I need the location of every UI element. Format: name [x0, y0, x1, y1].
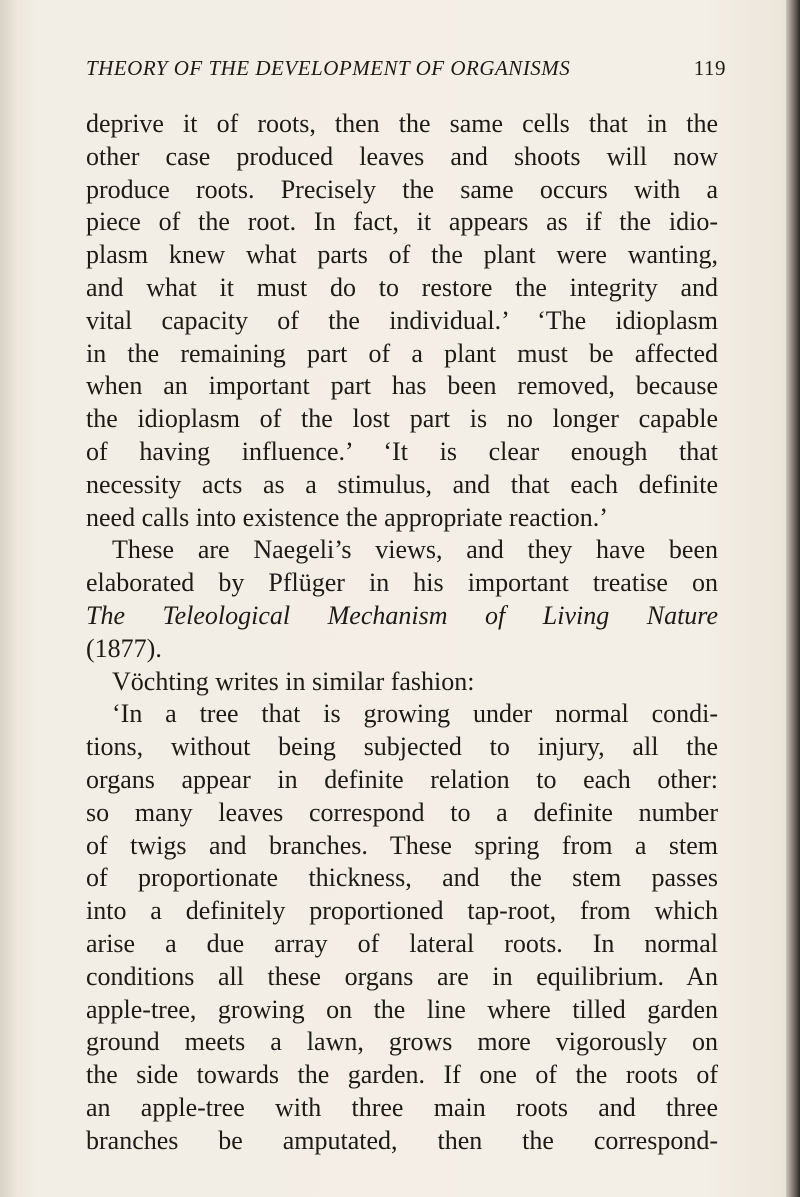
text-line: necessity acts as a stimulus, and that each definite — [86, 469, 718, 499]
text-line: apple-tree, growing on the line where tilled garden — [86, 994, 718, 1024]
text-line: in the remaining part of a plant must be affected — [86, 338, 718, 368]
book-title-line: The Teleological Mechanism of Living Nature — [86, 600, 718, 630]
running-head — [86, 56, 726, 81]
page-number: 119 — [693, 56, 726, 80]
page-gutter-shadow — [0, 0, 18, 1197]
text-line: when an important part has been removed, because — [86, 371, 718, 401]
text-line: ‘In a tree that is growing under normal condi- — [112, 699, 718, 729]
text-line: the idioplasm of the lost part is no longer capable — [86, 404, 718, 434]
page-edge — [786, 0, 800, 1197]
text-line: plasm knew what parts of the plant were wanting, — [86, 240, 718, 270]
text-line: These are Naegeli’s views, and they have been — [112, 535, 718, 565]
text-line: need calls into existence the appropriate reaction.’ — [86, 502, 608, 532]
text-line: vital capacity of the individual.’ ‘The idioplasm — [86, 305, 718, 335]
text-line: an apple-tree with three main roots and three — [86, 1092, 718, 1122]
text-line: organs appear in definite relation to each other: — [86, 764, 718, 794]
text-line: of twigs and branches. These spring from a stem — [86, 830, 718, 860]
text-line: the side towards the garden. If one of the roots of — [86, 1060, 718, 1090]
text-line: conditions all these organs are in equilibrium. An — [86, 961, 718, 991]
text-line: arise a due array of lateral roots. In normal — [86, 928, 718, 958]
text-line: tions, without being subjected to injury, all the — [86, 732, 718, 762]
text-line: of proportionate thickness, and the stem passes — [86, 863, 718, 893]
text-line: branches be amputated, then the correspond- — [86, 1125, 718, 1155]
text-line: produce roots. Precisely the same occurs with a — [86, 174, 718, 204]
text-line: so many leaves correspond to a definite number — [86, 797, 718, 827]
text-line: ground meets a lawn, grows more vigorously on — [86, 1027, 718, 1057]
text-line: other case produced leaves and shoots will now — [86, 141, 718, 171]
text-line: (1877). — [86, 633, 162, 663]
text-line: into a definitely proportioned tap-root, from which — [86, 896, 718, 926]
text-line: elaborated by Pflüger in his important treatise on — [86, 568, 718, 598]
text-line: of having influence.’ ‘It is clear enough that — [86, 436, 718, 466]
text-line: deprive it of roots, then the same cells that in the — [86, 109, 718, 138]
running-head-title: THEORY OF THE DEVELOPMENT OF ORGANISMS — [86, 56, 571, 80]
text-line: Vöchting writes in similar fashion: — [112, 666, 475, 696]
text-line: piece of the root. In fact, it appears as if the idio- — [86, 207, 718, 237]
body-text — [86, 108, 718, 1158]
text-line: and what it must do to restore the integrity and — [86, 272, 718, 302]
